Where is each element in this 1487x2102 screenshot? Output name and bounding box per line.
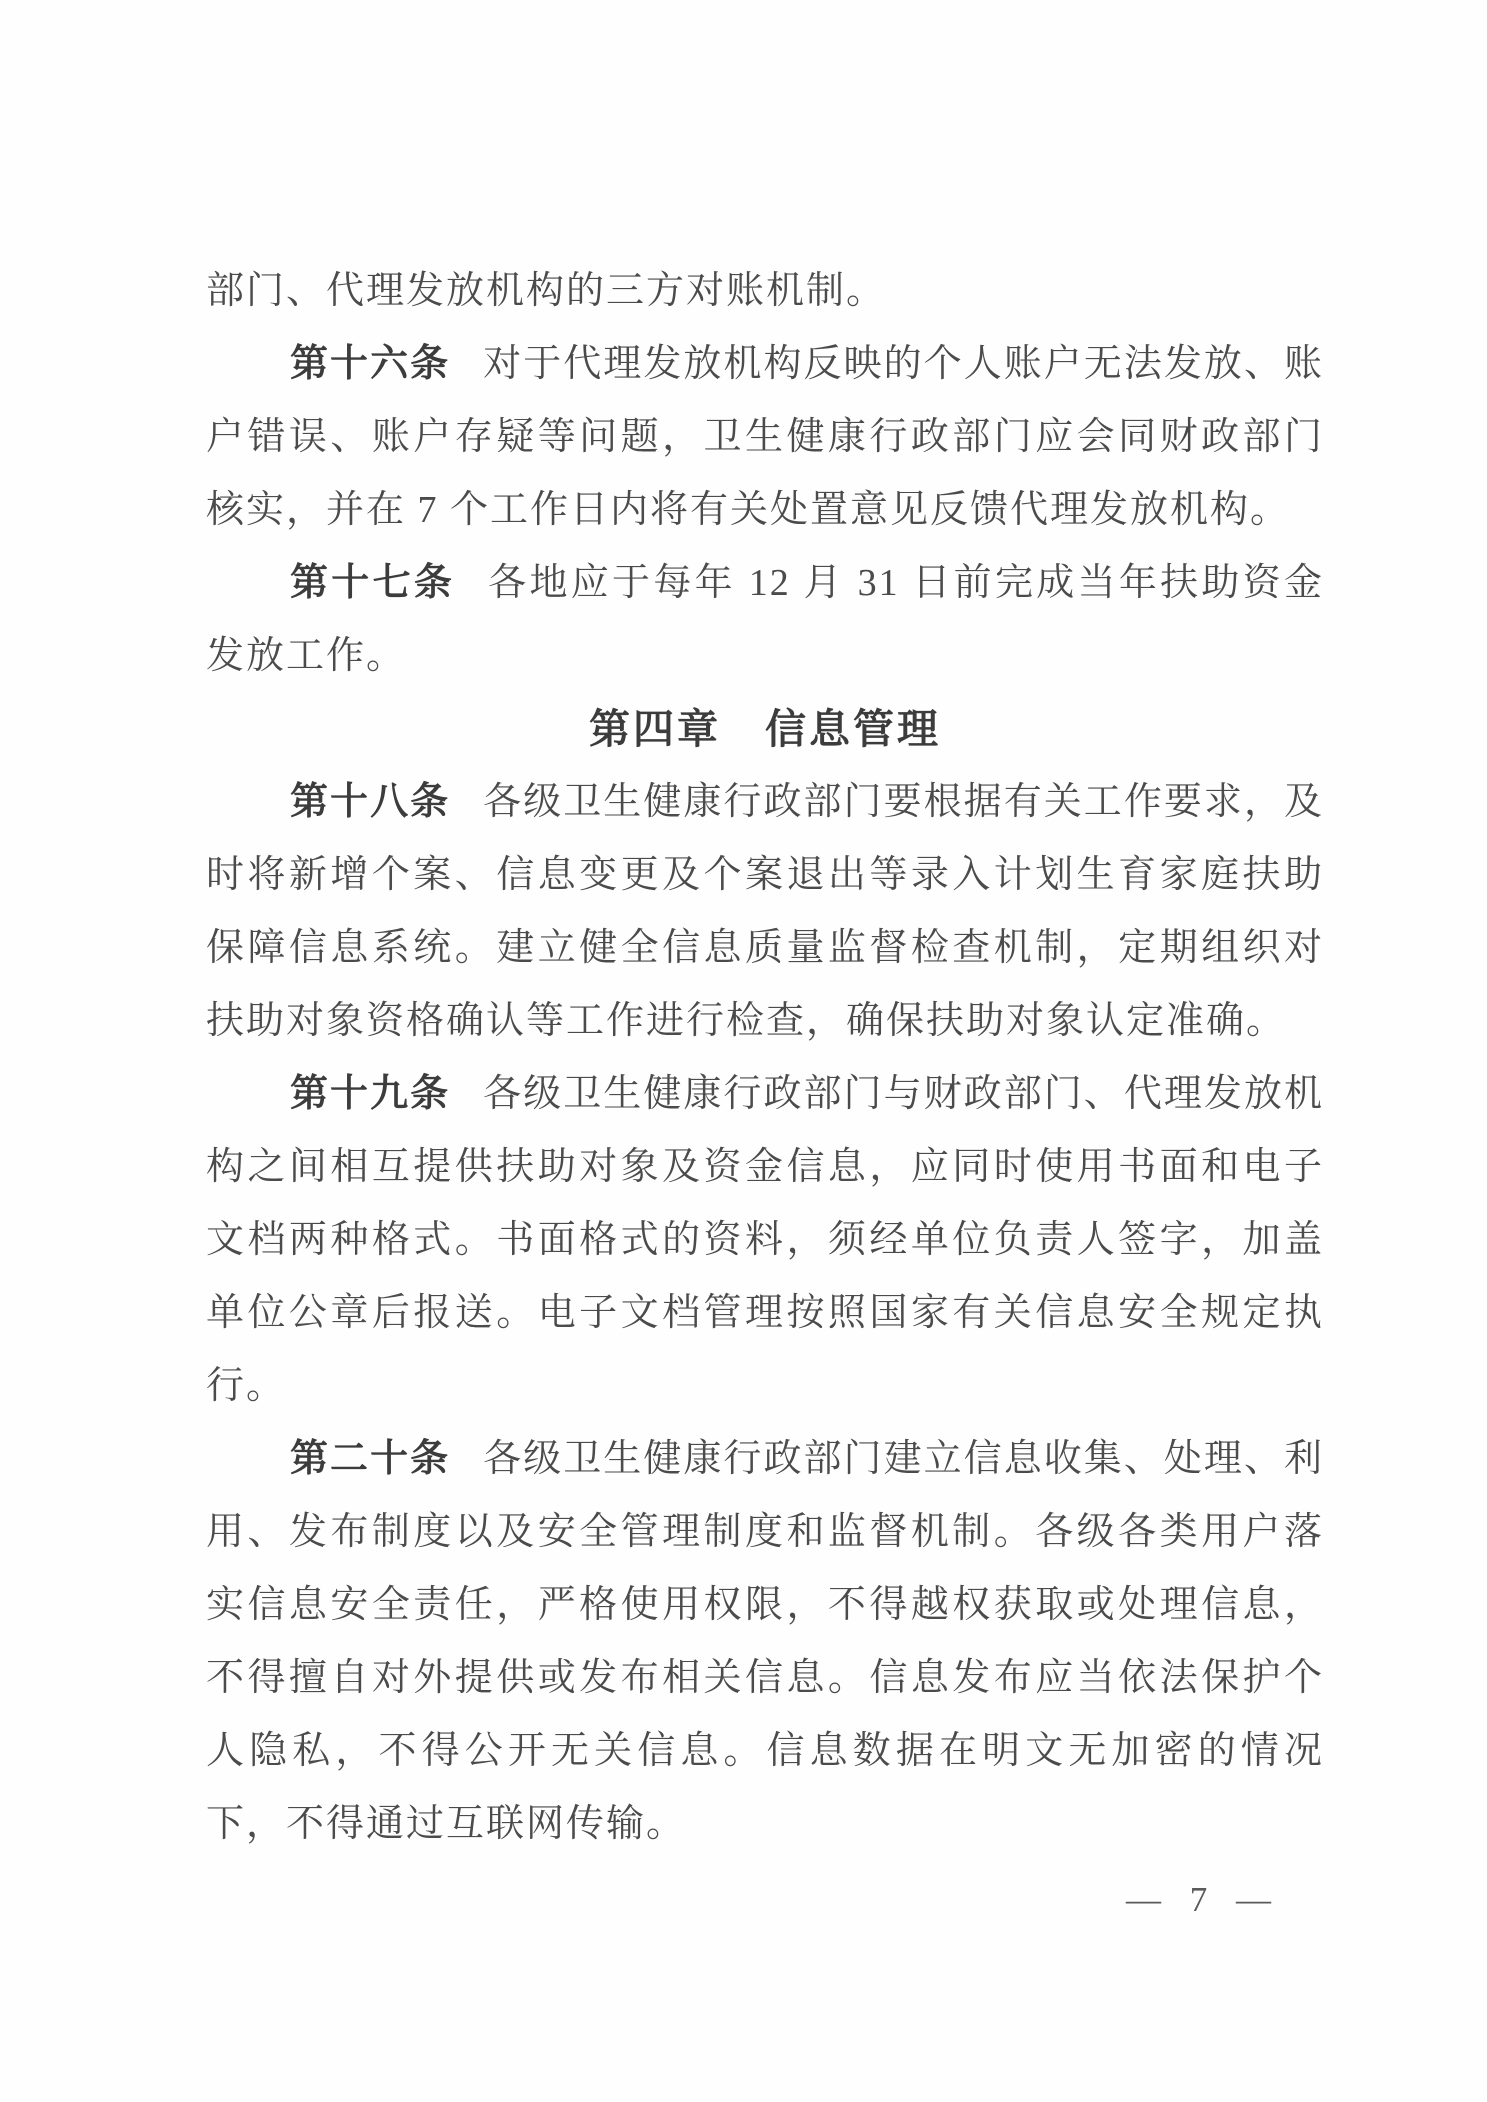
article-19-label: 第十九条 [290, 1073, 451, 1115]
article-20-label: 第二十条 [290, 1438, 451, 1480]
article-17-text: 各地应于每年 12 月 31 日前完成当年扶助资金发放工作。 [206, 562, 1324, 677]
article-18-paragraph [206, 766, 1324, 1058]
article-17-label: 第十七条 [290, 562, 456, 604]
article-17-paragraph [206, 547, 1324, 693]
article-18-text: 各级卫生健康行政部门要根据有关工作要求，及时将新增个案、信息变更及个案退出等录入计划生育家庭扶助保障信息系统。建立健全信息质量监督检查机制，定期组织对扶助对象资格确认等工作进行检查，确保扶助对象认定准确。 [206, 781, 1324, 1042]
article-16-paragraph [206, 328, 1324, 547]
article-16-label: 第十六条 [290, 343, 451, 385]
article-18-label: 第十八条 [290, 781, 451, 823]
article-19-text: 各级卫生健康行政部门与财政部门、代理发放机构之间相互提供扶助对象及资金信息，应同时使用书面和电子文档两种格式。书面格式的资料，须经单位负责人签字，加盖单位公章后报送。电子文档管理按照国家有关信息安全规定执行。 [206, 1073, 1324, 1407]
chapter-heading: 第四章 信息管理 [589, 706, 941, 752]
article-16-text: 对于代理发放机构反映的个人账户无法发放、账户错误、账户存疑等问题，卫生健康行政部门应会同财政部门核实，并在 7 个工作日内将有关处置意见反馈代理发放机构。 [206, 343, 1324, 531]
article-19-paragraph [206, 1058, 1324, 1423]
document-body [206, 255, 1324, 1861]
article-20-text: 各级卫生健康行政部门建立信息收集、处理、利用、发布制度以及安全管理制度和监督机制。各级各类用户落实信息安全责任，严格使用权限，不得越权获取或处理信息，不得擅自对外提供或发布相关信息。信息发布应当依法保护个人隐私，不得公开无关信息。信息数据在明文无加密的情况下，不得通过互联网传输。 [206, 1438, 1324, 1845]
paragraph-continuation: 部门、代理发放机构的三方对账机制。 [206, 270, 887, 312]
article-20-paragraph [206, 1423, 1324, 1861]
page-number: — 7 — [1126, 1880, 1273, 1919]
